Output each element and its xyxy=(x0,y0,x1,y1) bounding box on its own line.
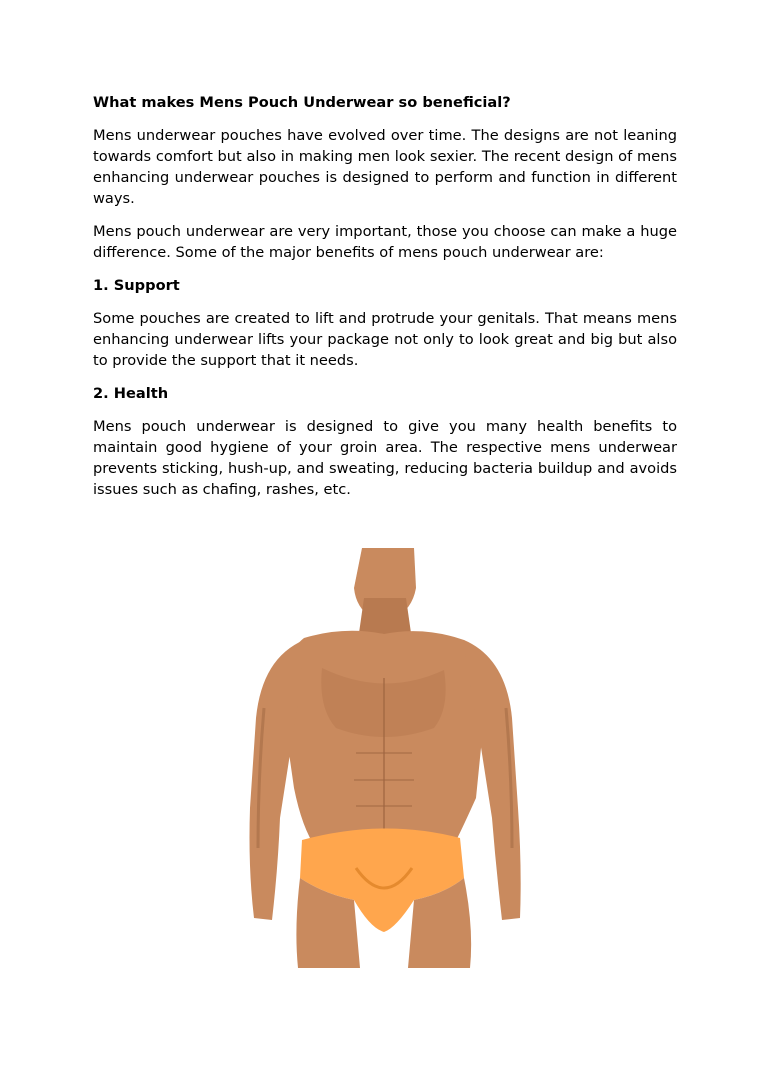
intro-paragraph-1: Mens underwear pouches have evolved over time. The designs are not leaning towards comfort but also in making men look sexier. The recent design of mens enhancing underwear pouches is designed to perform and function in different ways. xyxy=(93,127,677,207)
section-heading-support: 1. Support xyxy=(93,277,180,294)
section-heading-health: 2. Health xyxy=(93,385,169,402)
section-body-health: Mens pouch underwear is designed to give you many health benefits to maintain good hygiene of your groin area. The respective mens underwear prevents sticking, hush-up, and sweating, reducing bacteria buildup and avoids issues such as chafing, rashes, etc. xyxy=(93,418,677,498)
document-body xyxy=(93,92,677,512)
document-title: What makes Mens Pouch Underwear so beneficial? xyxy=(93,94,511,111)
intro-paragraph-2: Mens pouch underwear are very important, those you choose can make a huge difference. Some of the major benefits of mens pouch underwear are: xyxy=(93,223,677,261)
section-body-support: Some pouches are created to lift and protrude your genitals. That means mens enhancing underwear lifts your package not only to look great and big but also to provide the support that it needs. xyxy=(93,310,677,369)
model-illustration xyxy=(244,548,524,968)
product-photo xyxy=(244,548,524,968)
